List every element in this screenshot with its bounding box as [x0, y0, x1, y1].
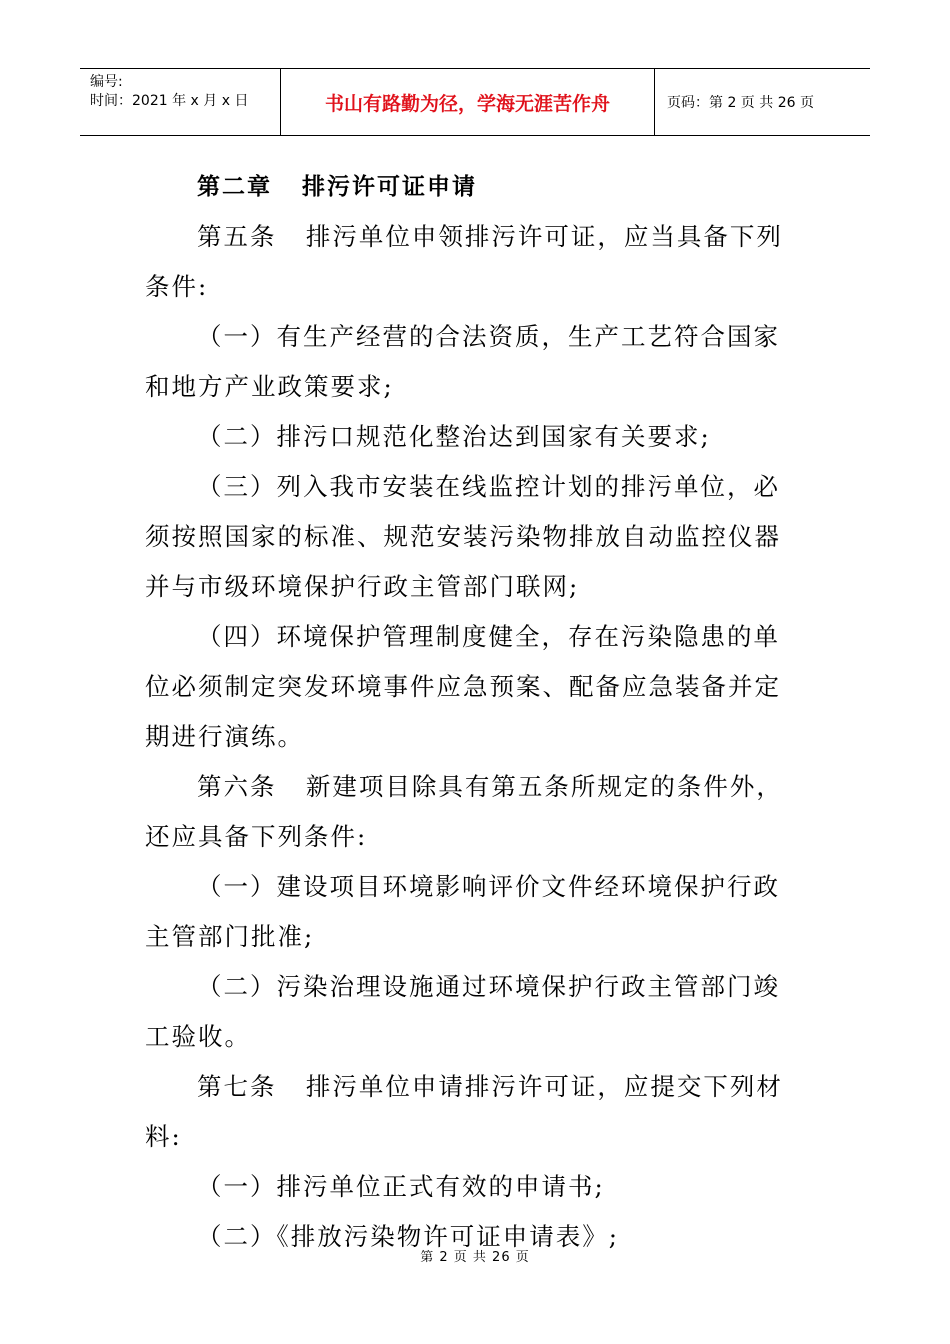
document-body	[145, 162, 805, 1262]
paragraph-item: （二）污染治理设施通过环境保护行政主管部门竣工验收。	[145, 972, 780, 1051]
paragraph-item: （一）有生产经营的合法资质，生产工艺符合国家和地方产业政策要求;	[145, 322, 780, 401]
paragraph-item: （二）排污口规范化整治达到国家有关要求;	[197, 422, 711, 451]
document-time: 时间：2021 年 x 月 x 日	[90, 93, 249, 109]
paragraph-article-6: 第六条 新建项目除具有第五条所规定的条件外，还应具备下列条件:	[145, 772, 783, 851]
paragraph-article-5: 第五条 排污单位申领排污许可证，应当具备下列条件:	[145, 222, 783, 301]
paragraph-item: （一）排污单位正式有效的申请书;	[197, 1172, 605, 1201]
page-header	[80, 68, 870, 136]
header-motto: 书山有路勤为径，学海无涯苦作舟	[281, 69, 655, 135]
paragraph-item: （三）列入我市安装在线监控计划的排污单位，必须按照国家的标准、规范安装污染物排放自动监控仪器并与市级环境保护行政主管部门联网;	[145, 472, 781, 601]
paragraph-item: （一）建设项目环境影响评价文件经环境保护行政主管部门批准;	[145, 872, 780, 951]
paragraph-article-7: 第七条 排污单位申请排污许可证，应提交下列材料:	[145, 1072, 783, 1151]
document-number-label: 编号:	[90, 74, 123, 90]
paragraph-item: （四）环境保护管理制度健全，存在污染隐患的单位必须制定突发环境事件应急预案、配备应急装备并定期进行演练。	[145, 622, 781, 751]
chapter-title: 第二章 排污许可证申请	[197, 174, 478, 200]
header-page-info: 页码：第 2 页 共 26 页	[667, 95, 814, 111]
page-footer-number: 第 2 页 共 26 页	[420, 1250, 530, 1265]
header-meta	[80, 69, 281, 135]
paragraph-item: （二）《排放污染物许可证申请表》;	[197, 1222, 620, 1251]
